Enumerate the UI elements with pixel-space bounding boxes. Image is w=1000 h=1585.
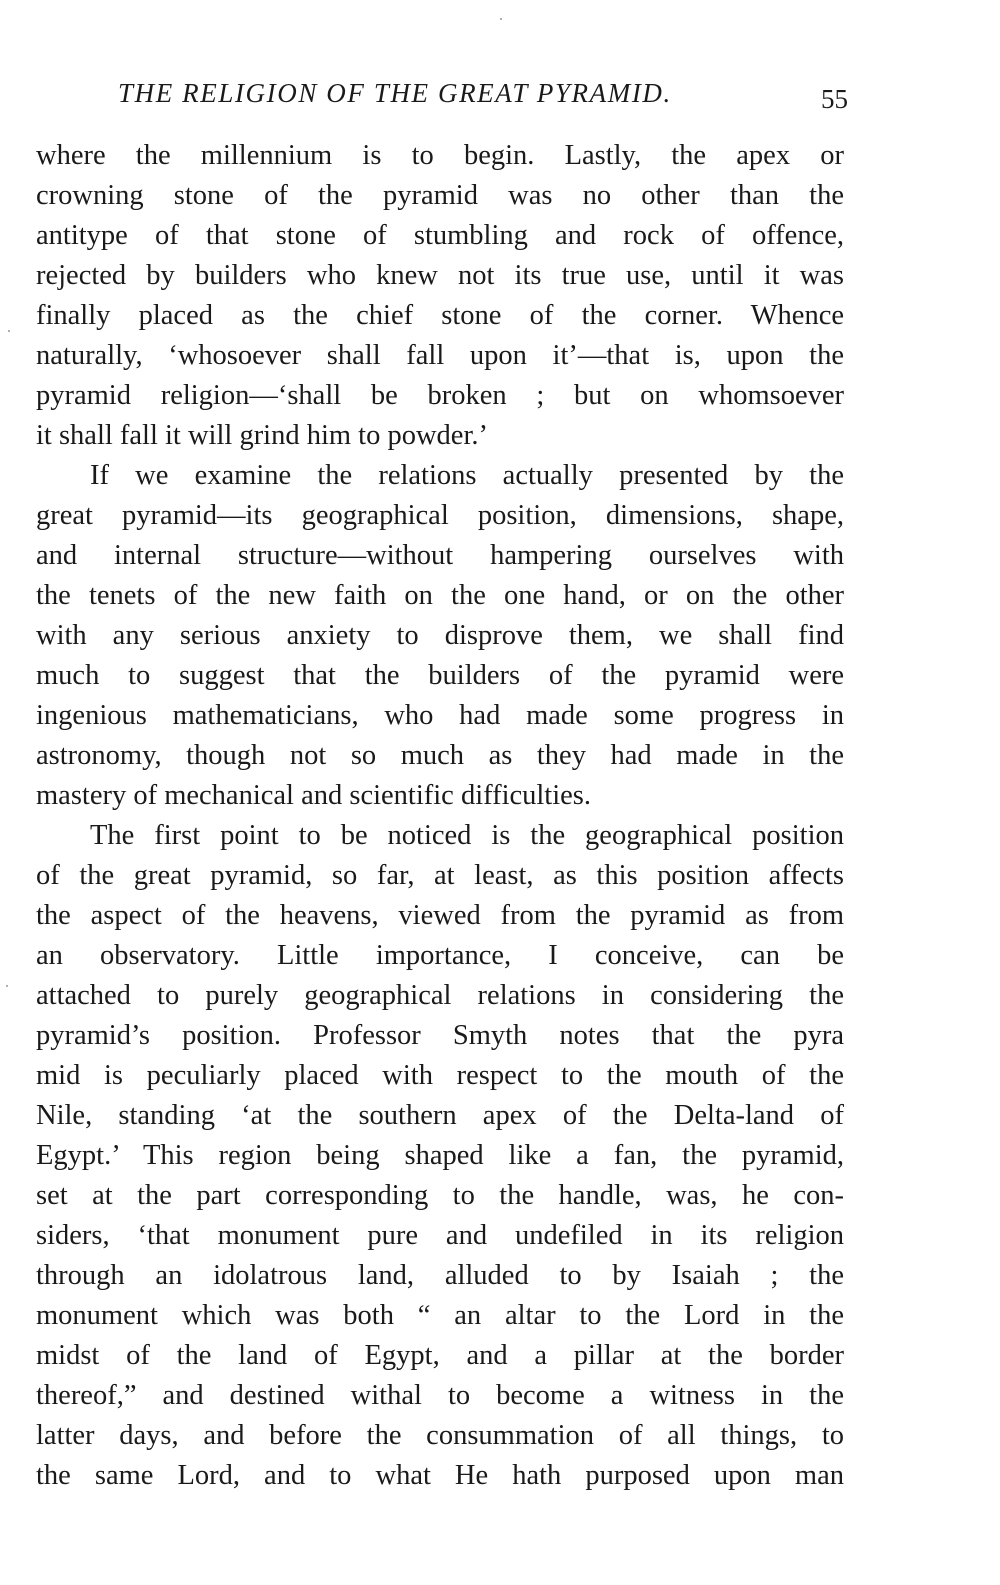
text-line: ingenious mathematicians, who had made some progress in xyxy=(36,700,844,731)
running-title: THE RELIGION OF THE GREAT PYRAMID. xyxy=(118,78,672,108)
text-line: If we examine the relations actually presented by the xyxy=(90,460,844,491)
text-line: thereof,” and destined withal to become a witness in the xyxy=(36,1380,844,1411)
text-line: where the millennium is to begin. Lastly, the apex or xyxy=(36,140,844,171)
margin-speck xyxy=(8,330,10,332)
text-line: siders, ‘that monument pure and undefiled in its religion xyxy=(36,1220,844,1251)
text-line: The first point to be noticed is the geographical position xyxy=(90,820,844,851)
text-line: Egypt.’ This region being shaped like a fan, the pyramid, xyxy=(36,1140,844,1171)
page-number: 55 xyxy=(821,84,848,114)
text-line: the tenets of the new faith on the one hand, or on the other xyxy=(36,580,844,611)
text-line: astronomy, though not so much as they had made in the xyxy=(36,740,844,771)
text-line: the aspect of the heavens, viewed from the pyramid as from xyxy=(36,900,844,931)
body-text xyxy=(36,136,844,1496)
text-line: antitype of that stone of stumbling and rock of offence, xyxy=(36,220,844,251)
margin-speck xyxy=(500,18,502,20)
text-line: of the great pyramid, so far, at least, as this position affects xyxy=(36,860,844,891)
text-line: Nile, standing ‘at the southern apex of the Delta-land of xyxy=(36,1100,844,1131)
text-line: pyramid religion—‘shall be broken ; but on whomsoever xyxy=(36,380,844,411)
text-line: finally placed as the chief stone of the corner. Whence xyxy=(36,300,844,331)
text-line: attached to purely geographical relations in considering the xyxy=(36,980,844,1011)
text-line: and internal structure—without hampering ourselves with xyxy=(36,540,844,571)
margin-speck xyxy=(6,985,8,987)
text-line: the same Lord, and to what He hath purposed upon man xyxy=(36,1460,844,1491)
text-line: it shall fall it will grind him to powder.’ xyxy=(36,420,488,451)
text-line: midst of the land of Egypt, and a pillar at the border xyxy=(36,1340,844,1371)
text-line: naturally, ‘whosoever shall fall upon it’—that is, upon the xyxy=(36,340,844,371)
text-line: great pyramid—its geographical position, dimensions, shape, xyxy=(36,500,844,531)
text-line: crowning stone of the pyramid was no other than the xyxy=(36,180,844,211)
text-line: mid is peculiarly placed with respect to the mouth of the xyxy=(36,1060,844,1091)
text-line: rejected by builders who knew not its true use, until it was xyxy=(36,260,844,291)
text-line: much to suggest that the builders of the pyramid were xyxy=(36,660,844,691)
text-line: an observatory. Little importance, I conceive, can be xyxy=(36,940,844,971)
text-line: through an idolatrous land, alluded to by Isaiah ; the xyxy=(36,1260,844,1291)
text-line: mastery of mechanical and scientific difficulties. xyxy=(36,780,592,811)
text-line: set at the part corresponding to the handle, was, he con- xyxy=(36,1180,844,1211)
text-line: with any serious anxiety to disprove them, we shall find xyxy=(36,620,844,651)
text-line: latter days, and before the consummation of all things, to xyxy=(36,1420,844,1451)
text-line: pyramid’s position. Professor Smyth notes that the pyra xyxy=(36,1020,844,1051)
text-line: monument which was both “ an altar to the Lord in the xyxy=(36,1300,844,1331)
running-head xyxy=(118,78,848,112)
